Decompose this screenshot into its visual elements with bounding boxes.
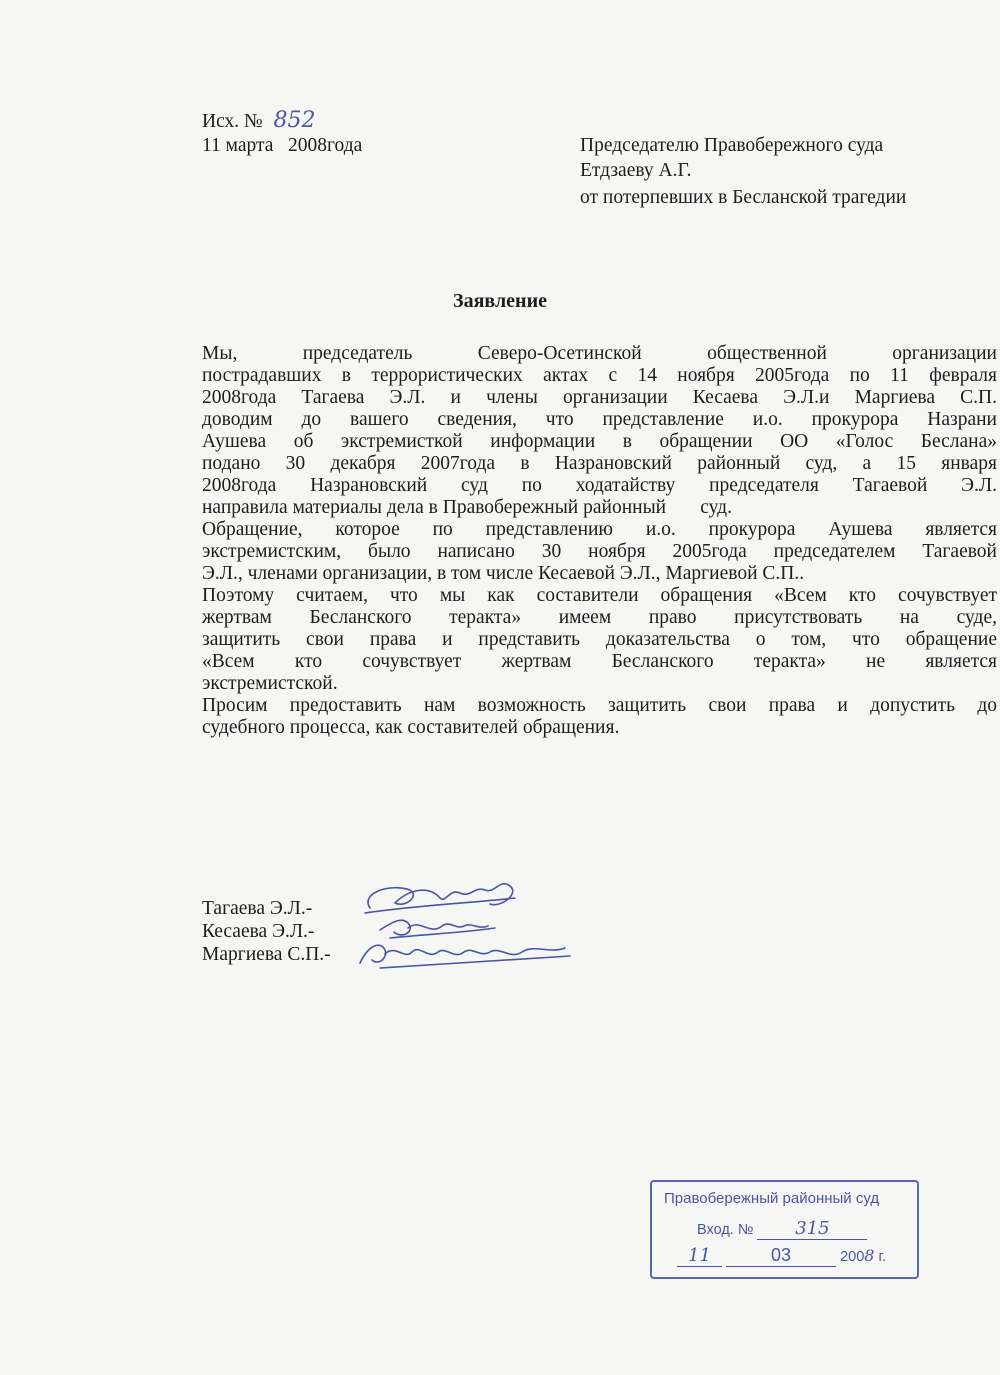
body-line: Обращение, которое по представлению и.о. прокурора Аушева является — [202, 519, 997, 540]
signatory-name: Маргиева С.П.- — [202, 944, 331, 965]
stamp-month: 03 — [726, 1245, 836, 1267]
body-line: 2008года Назрановский суд по ходатайству председателя Тагаевой Э.Л. — [202, 475, 997, 496]
body-line: направила материалы дела в Правобережный районный суд. — [202, 497, 732, 518]
body-line: экстремистской. — [202, 673, 338, 694]
signatory-name: Кесаева Э.Л.- — [202, 921, 315, 942]
stamp-court-name: Правобережный районный суд — [664, 1190, 880, 1207]
body-line: подано 30 декабря 2007года в Назрановский районный суд, а 15 января — [202, 453, 997, 474]
addressee-line1: Председателю Правобережного суда — [580, 135, 884, 156]
letter-date: 11 марта 2008года — [202, 135, 363, 156]
body-line: «Всем кто сочувствует жертвам Бесланского теракта» не является — [202, 651, 997, 672]
stamp-year-end: г. — [878, 1249, 887, 1265]
outgoing-ref — [202, 110, 315, 133]
body-line: пострадавших в террористических актах с 14 ноября 2005года по 11 февраля — [202, 365, 997, 386]
body-line: защитить свои права и представить доказательства о том, что обращение — [202, 629, 997, 650]
addressee-line3: от потерпевших в Бесланской трагедии — [580, 187, 907, 208]
signatory-name: Тагаева Э.Л.- — [202, 898, 313, 919]
body-line: 2008года Тагаева Э.Л. и члены организации Кесаева Э.Л.и Маргиева С.П. — [202, 387, 997, 408]
body-line: Мы, председатель Северо-Осетинской общественной организации — [202, 343, 997, 364]
body-line: Поэтому считаем, что мы как составители обращения «Всем кто сочувствует — [202, 585, 997, 606]
statement-body — [202, 343, 997, 739]
stamp-incoming-number: 315 — [757, 1218, 867, 1240]
stamp-year-suffix: 8 — [864, 1246, 875, 1265]
body-line: доводим до вашего сведения, что представление и.о. прокурора Назрани — [202, 409, 997, 430]
stamp-day: 11 — [677, 1245, 722, 1267]
body-line: Э.Л., членами организации, в том числе Кесаевой Э.Л., Маргиевой С.П.. — [202, 563, 805, 584]
stamp-year-prefix: 200 — [840, 1249, 865, 1265]
body-line: судебного процесса, как составителей обращения. — [202, 717, 620, 738]
stamp-incoming-row — [697, 1218, 867, 1240]
court-stamp — [650, 1180, 919, 1279]
addressee-line2: Етдзаеву А.Г. — [580, 160, 692, 181]
stamp-date-row — [677, 1245, 886, 1267]
body-line: Просим предоставить нам возможность защитить свои права и допустить до — [202, 695, 997, 716]
document-title: Заявление — [453, 290, 547, 312]
handwritten-signatures-icon — [350, 868, 590, 978]
body-line: Аушева об экстремисткой информации в обращении ОО «Голос Беслана» — [202, 431, 997, 452]
stamp-incoming-label: Вход. № — [697, 1222, 754, 1238]
ref-number-handwritten: 852 — [273, 108, 316, 133]
body-line: экстремистским, было написано 30 ноября 2005года председателем Тагаевой — [202, 541, 997, 562]
ref-label: Исх. № — [202, 111, 263, 132]
body-line: жертвам Бесланского теракта» имеем право присутствовать на суде, — [202, 607, 997, 628]
